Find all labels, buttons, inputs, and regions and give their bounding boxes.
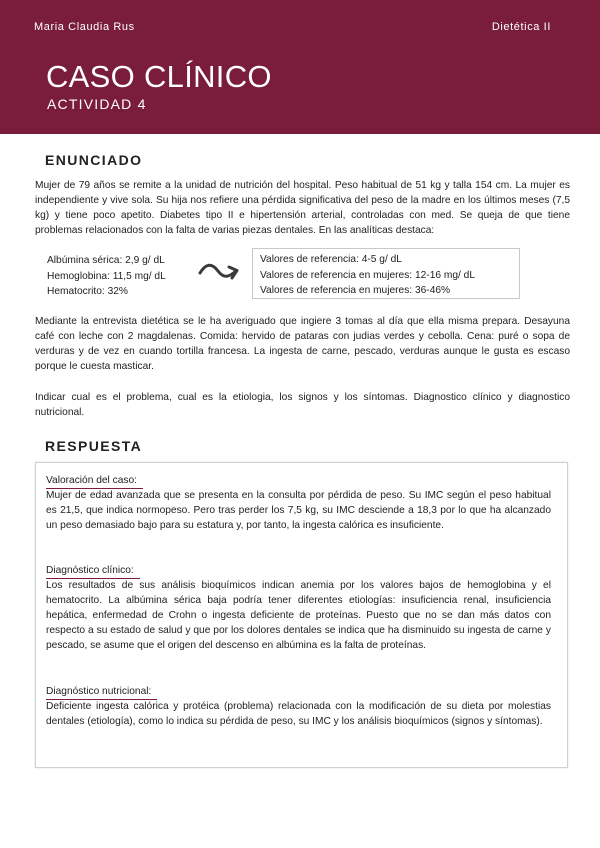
- course-name: Dietética II: [491, 21, 551, 33]
- author-name: Maria Claudia Rus: [34, 21, 135, 33]
- lab-value-hematocrit: Hematocrito: 32%: [47, 286, 128, 297]
- enunciado-heading: ENUNCIADO: [45, 152, 143, 168]
- right-wavy-arrow-icon: [198, 260, 242, 287]
- enunciado-intro: Mujer de 79 años se remite a la unidad de nutrición del hospital. Peso habitual de 51 kg y talla 154 cm. La mujer es independiente y vive sola. Su hija nos refiere una pérdida significativa del peso de la madre en los últimos meses (7,5 kg) y tiene poco apetito. Diabetes tipo II e hipertensión arterial, controladas con med. Se queja de que tiene problemas relacionados con la falta de varias piezas dentales. En las analíticas destaca:: [35, 180, 570, 236]
- enunciado-diet: Mediante la entrevista dietética se le ha averiguado que ingiere 3 tomas al día que ella misma prepara. Desayuna café con leche con 2 magdalenas. Comida: hervido de pataras con judias verdes y cebolla. Cena: puré o sopa de verduras y de vez en cuando tortilla francesa. La ingesta de carne, pescado, verduras aunque le gusta es escaso porque le cuesta masticar.: [35, 316, 570, 372]
- diagnostico-nutricional-heading: Diagnóstico nutricional:: [46, 684, 157, 700]
- reference-hematocrit: Valores de referencia en mujeres: 36-46%: [260, 285, 451, 296]
- reference-hemoglobin: Valores de referencia en mujeres: 12-16 mg/ dL: [260, 269, 475, 281]
- respuesta-heading: RESPUESTA: [45, 438, 143, 454]
- page-title: CASO CLÍNICO: [46, 59, 272, 94]
- diagnostico-clinico-heading: Diagnóstico clínico:: [46, 563, 140, 579]
- lab-values-list: [47, 253, 166, 300]
- reference-albumin: Valores de referencia: 4-5 g/ dL: [260, 254, 402, 265]
- page-subtitle: ACTIVIDAD 4: [47, 96, 147, 112]
- valoracion-text: Mujer de edad avanzada que se presenta en la consulta por pérdida de peso. Su IMC según el peso habitual es 21,5, que indica normopeso. Pero tras perder los 7,5 kg, su IMC desciende a 18,3 por lo que ha alcanzado un peso demasiado bajo para su estatura y, por tanto, la ingesta calórica es insuficiente.: [46, 490, 551, 531]
- diagnostico-clinico-text: Los resultados de sus análisis bioquímicos indican anemia por los valores bajos de hemoglobina y el hematocrito. La albúmina sérica baja podría tener diferentes etiologías: insuficiencia renal, insuficiencia hepática, enfermedad de Crohn o ingesta deficiente de proteínas. Puesto que no se dan más datos con respecto a su estado de salud y que por los dolores dentales se indica que ha disminuido su ingesta de carne y pescado, se asume que el origen del descenso en albúmina es la falta de proteínas.: [46, 580, 551, 651]
- lab-value-albumin: Albúmina sérica: 2,9 g/ dL: [47, 255, 165, 266]
- header-band: [0, 0, 600, 134]
- reference-values-box: [252, 248, 520, 299]
- enunciado-task: Indicar cual es el problema, cual es la etiologia, los signos y los síntomas. Diagnostico clínico y diagnostico nutricional.: [35, 392, 570, 418]
- respuesta-box: [35, 462, 568, 768]
- valoracion-heading: Valoración del caso:: [46, 473, 143, 489]
- lab-value-hemoglobin: Hemoglobina: 11,5 mg/ dL: [47, 270, 166, 282]
- diagnostico-nutricional-text: Deficiente ingesta calórica y protéica (problema) relacionada con la modificación de su dieta por molestias dentales (etiología), como lo indica su pérdida de peso, su IMC y los análisis bioquímicos (signos y síntomas).: [46, 701, 551, 727]
